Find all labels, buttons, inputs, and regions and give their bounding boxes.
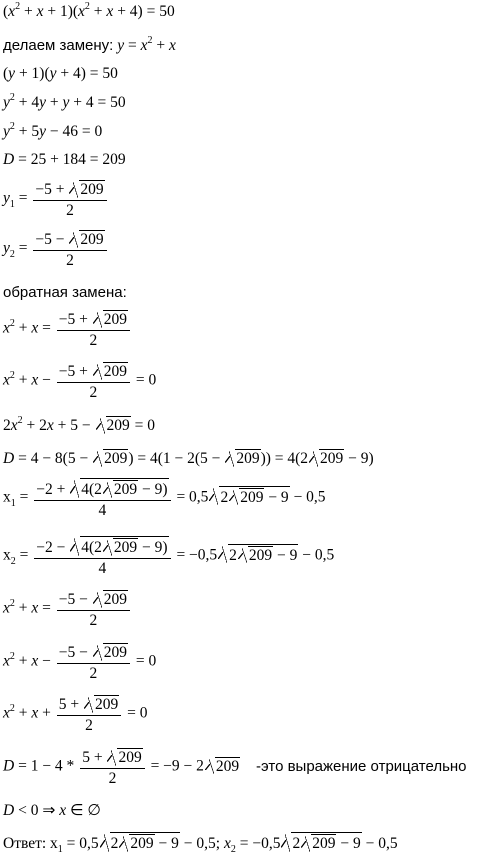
discriminant-x-case1: D = 4 − 8(5 − 209) = 4(1 − 2(5 − 209)) = 4(2 209 − 9) <box>3 450 374 467</box>
discriminant-x-case2: D = 1 − 4 * $\frac{5 + 209}{2}$ = −9 − 2 209 -это выражение отрицательно <box>3 749 467 787</box>
answer-line: Ответ: $x_1 = 0,5$ 2 209 − 9 − 0,5; $x_2 = -0,5$ 2 209 − 9 − 0,5 <box>3 832 398 852</box>
equation-x-case1: $x^2 + x$ = $\frac{-5 + 209}{2}$ <box>3 310 132 348</box>
no-solution-line: D < 0 ⇒ x ∈ ∅ <box>3 802 101 819</box>
equation-x-case2: $x^2 + x$ = $\frac{-5 - 209}{2}$ <box>3 590 132 628</box>
equation-original: $(x^2 + x + 1)(x^2 + x + 4) = 50$ <box>3 1 175 20</box>
back-substitution-label: обратная замена: <box>3 284 127 301</box>
root-x2: $x_2$ = $\frac{-2 - 4(2 209 - 9)}{4}$ = −0,5 2 209 − 9 − 0,5 <box>3 536 334 576</box>
root-y1: $y_1$ = $\frac{-5 + 209}{2}$ <box>3 180 109 218</box>
equation-x-case1-scaled: $2x^2 + 2x + 5 - 209 = 0$ <box>3 415 156 434</box>
root-y2: $y_2$ = $\frac{-5 - 209}{2}$ <box>3 230 109 268</box>
equation-y-product: (y + 1)(y + 4) = 50 <box>3 65 118 82</box>
root-x1: $x_1$ = $\frac{-2 + 4(2 209 - 9)}{4}$ = 0,5 2 209 − 9 − 0,5 <box>3 478 326 518</box>
equation-x-case1-zero: $x^2 + x$ − $\frac{-5 + 209}{2}$ = 0 <box>3 363 157 401</box>
discriminant-y: D = 25 + 184 = 209 <box>3 151 126 168</box>
equation-x-case2-zero: $x^2 + x$ − $\frac{-5 - 209}{2}$ = 0 <box>3 644 157 682</box>
substitution-label: делаем замену: <box>3 37 114 54</box>
negative-note: -это выражение отрицательно <box>256 757 467 775</box>
equation-x-case2-positive: $x^2 + x$ + $\frac{5 + 209}{2}$ = 0 <box>3 696 148 734</box>
answer-label: Ответ: <box>3 835 47 852</box>
equation-y-quadratic: $y^2 + 5y - 46 = 0$ <box>3 121 103 140</box>
equation-y-expanded: $y^2 + 4y + y + 4 = 50$ <box>3 92 126 111</box>
substitution-line: делаем замену: $y = x^2 + x$ <box>3 35 176 54</box>
